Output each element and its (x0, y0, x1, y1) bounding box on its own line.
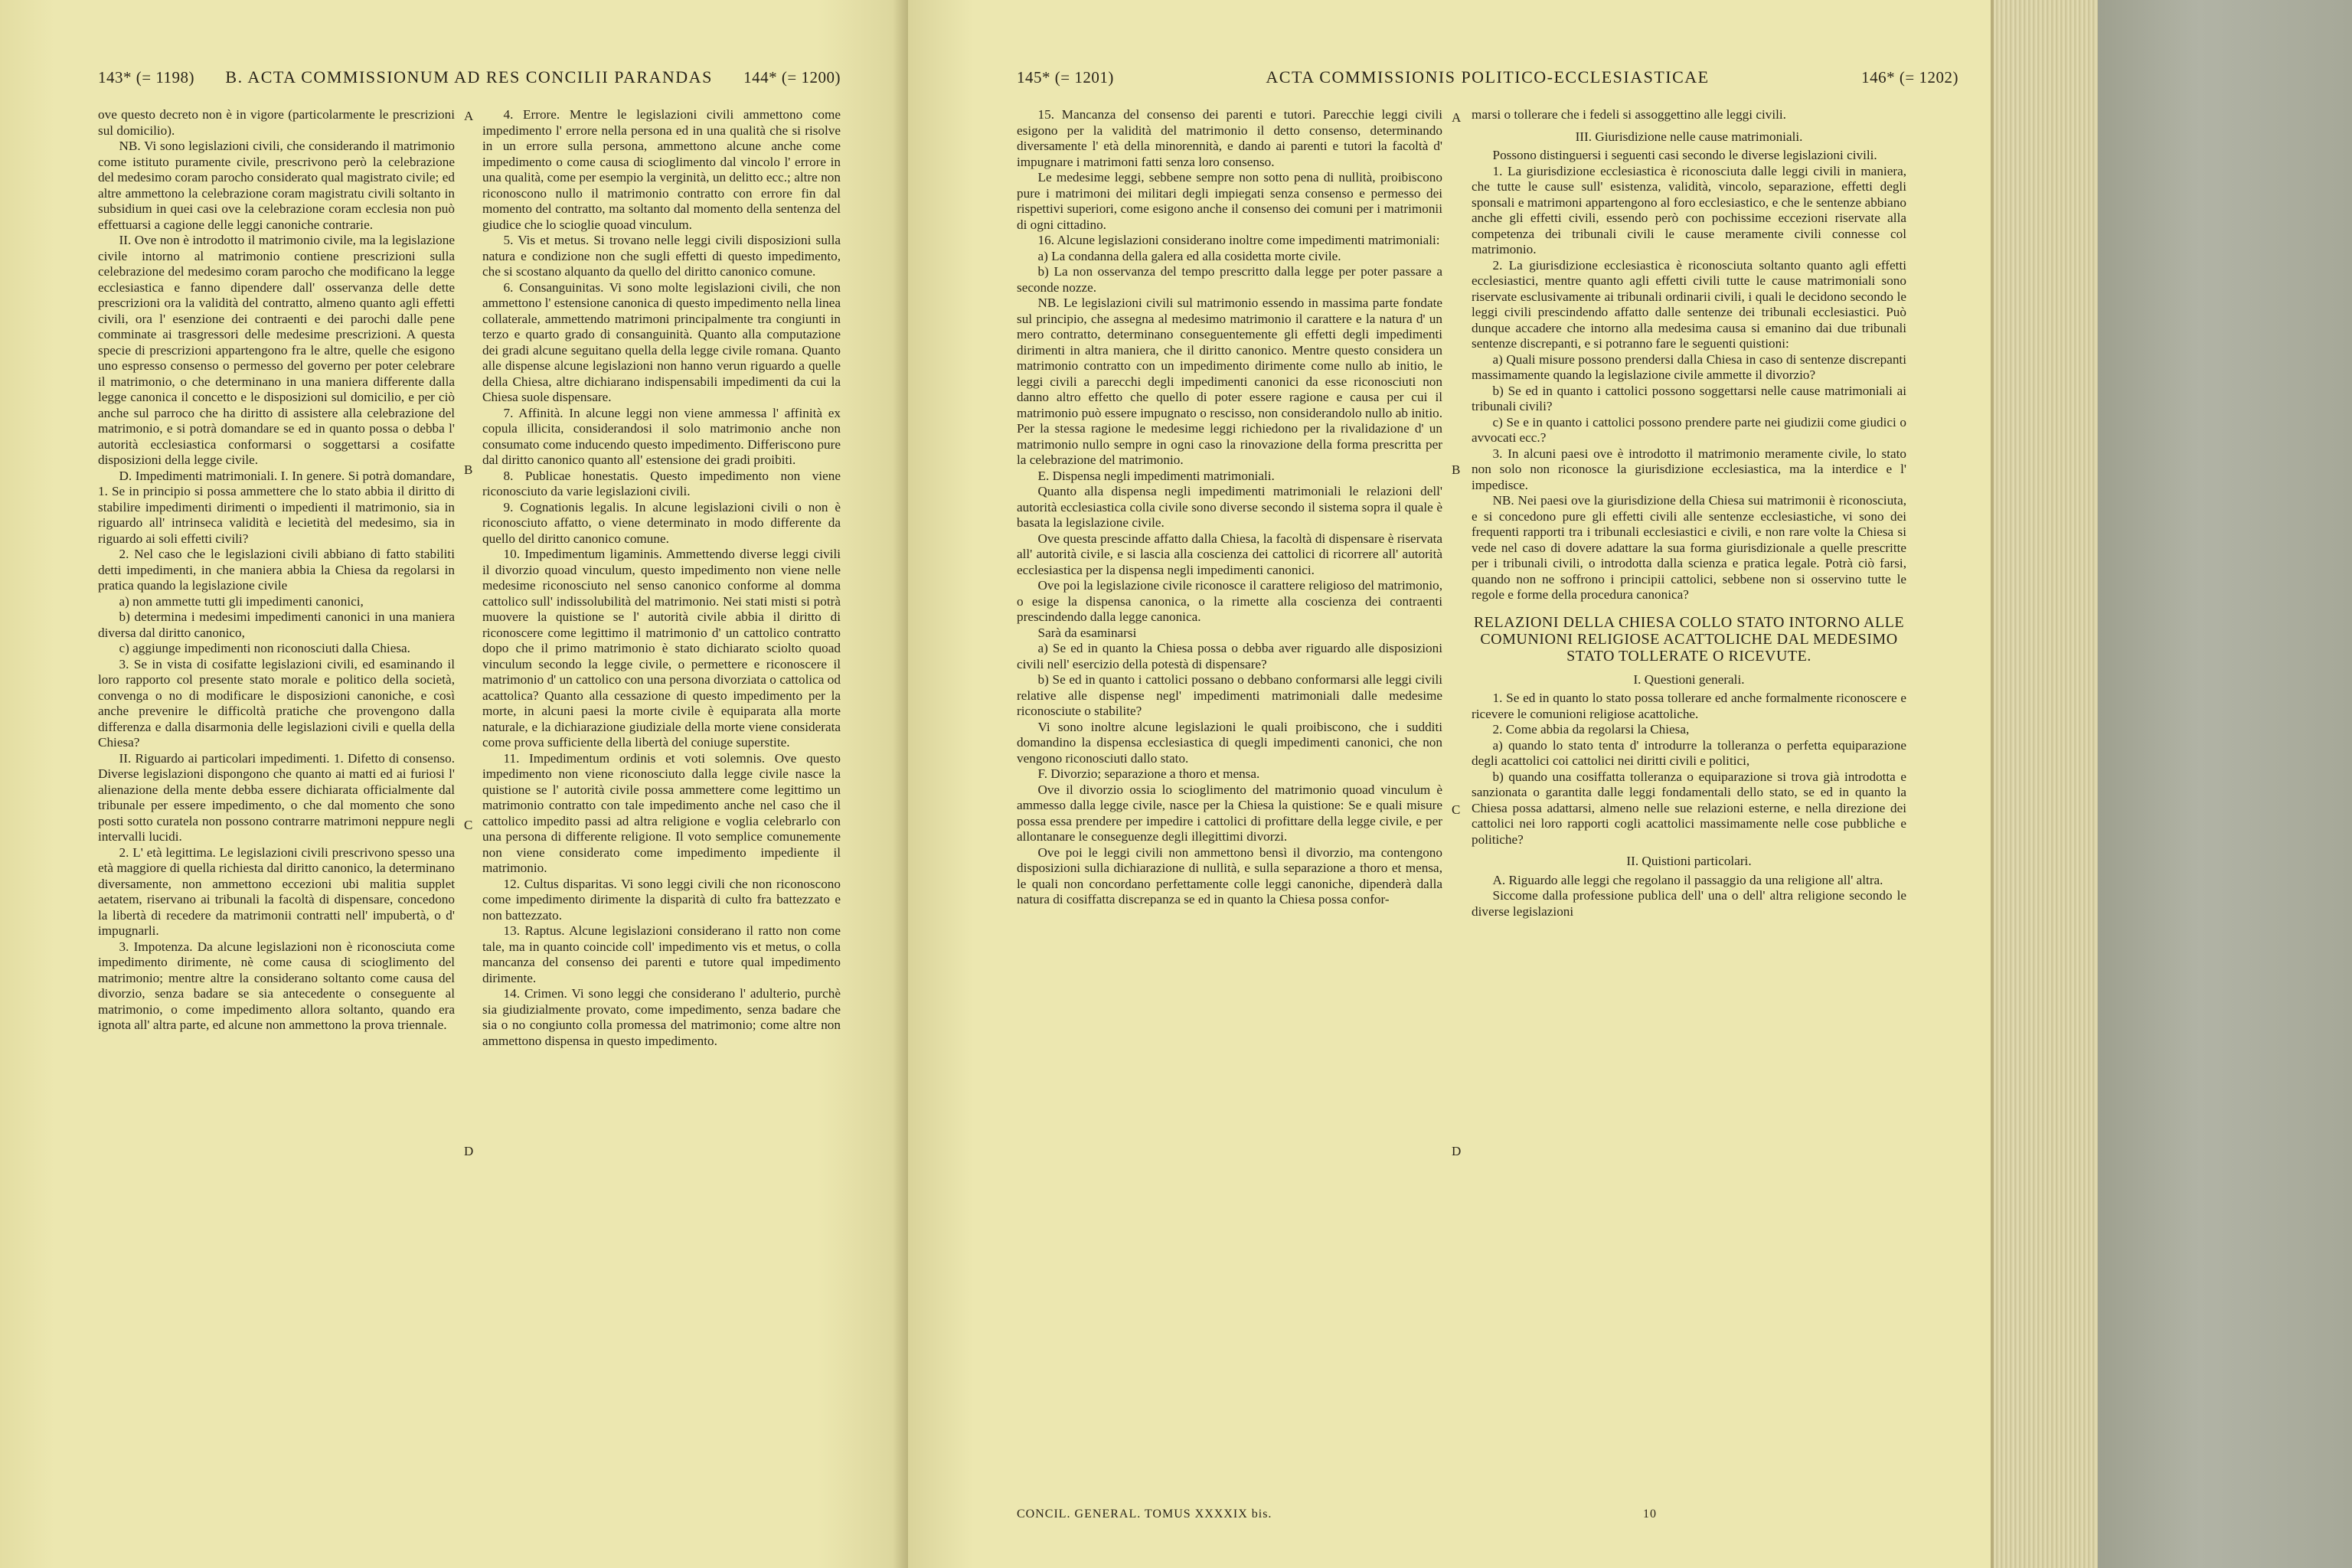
paragraph: b) Se ed in quanto i cattolici possano o debbano conformarsi alle leggi civili relative alle dispense negl' impedimenti matrimoniali dalle medesime riconosciute o stabilite? (1017, 672, 1442, 718)
paragraph: NB. Le legislazioni civili sul matrimonio essendo in massima parte fondate sul principio, che assegna al medesimo matrimonio il carattere e la natura d' un mero contratto, determinano conseguentemente gli effetti degli impedimenti dirimenti in altra maniera, che il diritto canonico. Mentre questo considera un matrimonio contratto con un impedimento dirimente come nullo ab initio, le leggi civili a parecchi degli impedimenti canonici da esse riconosciuti non danno altro effetto che quello di poter essere ragione e causa per cui il matrimonio può essere impugnato o rescisso, non considerandolo nullo ab initio. Per la stessa ragione le medesime leggi richiedono per la rivalidazione d' un matrimonio nullo sempre in ogni caso la rinovazione della forma prescritta per la celebrazione del matrimonio. (1017, 296, 1442, 467)
paragraph: a) La condanna della galera ed alla cosidetta morte civile. (1037, 248, 1341, 263)
margin-letter-b: B (464, 462, 473, 477)
paragraph: a) quando lo stato tenta d' introdurre la tolleranza o perfetta equiparazione degli acattolici coi cattolici nei diritti civili e politici, (1472, 737, 1906, 768)
paragraph: 6. Consanguinitas. Vi sono molte legislazioni civili, che non ammettono l' estensione canonica di questo impedimento nella linea collaterale, ammettendo matrimoni principalmente tra congiunti in terzo e quarto grado di consanguinità. Quanto alla computazione dei gradi alcune seguitano quella della legge civile romana. Quanto alle dispense alcune legislazioni non hanno verun riguardo a quelle della Chiesa, altre dichiarano indispensabili impedimenti da cui la Chiesa suole dispensare. (482, 279, 841, 404)
footer-signature: CONCIL. GENERAL. TOMUS XXXXIX bis. (1017, 1508, 1272, 1521)
left-column-2 (482, 107, 841, 1049)
margin-letter-a: A (1452, 110, 1462, 125)
paragraph: 1. Se ed in quanto lo stato possa tollerare ed anche formalmente riconoscere e ricevere le comunioni religiose acattoliche. (1472, 691, 1906, 721)
paragraph: Quanto alla dispensa negli impedimenti matrimoniali le relazioni dell' autorità ecclesiastica colla civile sono diverse secondo il sistema sopra il quale è basata la legislazione civile. (1017, 484, 1442, 530)
paragraph: c) Se e in quanto i cattolici possono prendere parte nei giudizii come giudici o avvocati ecc.? (1472, 414, 1906, 445)
left-header-page-number-left: 143* (= 1198) (98, 68, 195, 87)
right-header-page-number-left: 145* (= 1201) (1017, 68, 1114, 87)
paragraph: Ove il divorzio ossia lo scioglimento del matrimonio quoad vinculum è ammesso dalla legge civile, nasce per la Chiesa la quistione: Se e quali misure possa essa prendere per impedire i cattolici di profittare della legge civile, e per allontanare le conseguenze degli illegittimi divorzi. (1017, 782, 1442, 844)
paragraph: Possono distinguersi i seguenti casi secondo le diverse legislazioni civili. (1492, 148, 1877, 162)
paragraph: 3. Impotenza. Da alcune legislazioni non è riconosciuta come impedimento dirimente, nè come causa di scioglimento del matrimonio; mentre altre la considerano soltanto come causa del divorzio, senza badare se sia antecedente o conseguente al matrimonio, o come impedimento allora soltanto, quando era ignota all' altra parte, ed alcune non ammettono la prova triennale. (98, 939, 455, 1032)
footer-sheet-number: 10 (1643, 1508, 1657, 1521)
left-column-1 (98, 107, 455, 1034)
paragraph: II. Riguardo ai particolari impedimenti. 1. Difetto di consenso. Diverse legislazioni dispongono che quanto ai matti ed ai furiosi l' alienazione della mente debba essere dichiarata officialmente dal tribunale per essere impedimento, o che dal momento che sono posti sotto curatela non possono contrarre matrimoni neppure negli intervalli lucidi. (98, 750, 455, 844)
paragraph: 2. Nel caso che le legislazioni civili abbiano di fatto stabiliti detti impedimenti, in che maniera abbia la Chiesa da regolarsi in pratica quando la legislazione civile (98, 547, 455, 593)
paragraph: 12. Cultus disparitas. Vi sono leggi civili che non riconoscono come impedimento dirimente la disparità di culto fra battezzato e non battezzato. (482, 876, 841, 923)
margin-letter-b: B (1452, 462, 1461, 477)
right-column-2 (1472, 107, 1906, 920)
left-running-header (98, 67, 841, 87)
left-header-title: B. ACTA COMMISSIONUM AD RES CONCILII PARANDAS (225, 67, 713, 87)
paragraph: Siccome dalla professione publica dell' una o dell' altra religione secondo le diverse legislazioni (1472, 888, 1906, 919)
paragraph: 1. La giurisdizione ecclesiastica è riconosciuta dalle leggi civili in maniera, che tutte le cause sull' esistenza, validità, vincolo, separazione, effetti degli sponsali e matrimoni appartengono al foro ecclesiastico, e che le sentenze abbiano anche gli effetti civili, essendo però con pochissime eccezioni riservate alla competenza dei tribunali civili le cause meramente civili connesse col matrimonio. (1472, 163, 1906, 256)
paragraph: 7. Affinità. In alcune leggi non viene ammessa l' affinità ex copula illicita, considerandosi il solo matrimonio anche non consumato come inducendo questo impedimento. Differiscono pure dal diritto canonico quanto all' estensione dei gradi proibiti. (482, 405, 841, 467)
right-header-title: ACTA COMMISSIONIS POLITICO-ECCLESIASTICAE (1266, 67, 1710, 87)
paragraph: 16. Alcune legislazioni considerano inoltre come impedimenti matrimoniali: (1037, 233, 1440, 247)
paragraph: 2. Come abbia da regolarsi la Chiesa, (1492, 722, 1690, 737)
paragraph: Ove questa prescinde affatto dalla Chiesa, la facoltà di dispensare è riservata all' autorità civile, e si lascia alla coscienza dei cattolici di ricorrere all' autorità ecclesiastica per la dispensa negli impedimenti canonici. (1017, 531, 1442, 577)
paragraph: NB. Nei paesi ove la giurisdizione della Chiesa sui matrimonii è riconosciuta, e si concedono pure gli effetti civili alle sentenze ecclesiastiche, vi sono dei frequenti rapporti tra i tribunali ecclesiastici e civili, e non rare volte la Chiesa si vede nel caso di dovere adattare la sua forma giurisdizionale a quelle prescritte per i tribunali civili, o introdotta dalla scienza e pratica legale. Potrà ciò farsi, quando non ne soffrono i principii cattolici, sebbene non si osservino tutte le regole e forme della procedura canonica? (1472, 493, 1906, 602)
right-page (908, 0, 1994, 1568)
paragraph: 3. In alcuni paesi ove è introdotto il matrimonio meramente civile, lo stato non solo non riconosce la giurisdizione ecclesiastica, ma la interdice e l' impedisce. (1472, 446, 1906, 492)
paragraph: ove questo decreto non è in vigore (particolarmente le prescrizioni sul domicilio). (98, 107, 455, 138)
paragraph: 9. Cognationis legalis. In alcune legislazioni civili o non è riconosciuto affatto, o viene determinato in modo differente da quello del diritto canonico comune. (482, 499, 841, 546)
paragraph: II. Quistioni particolari. (1626, 854, 1752, 868)
paragraph: b) Se ed in quanto i cattolici possono soggettarsi nelle cause matrimoniali ai tribunali civili? (1472, 383, 1906, 413)
paragraph: a) Quali misure possono prendersi dalla Chiesa in caso di sentenze discrepanti massimamente quando la legislazione civile ammette il divorzio? (1472, 351, 1906, 382)
paragraph: 3. Se in vista di cosifatte legislazioni civili, ed esaminando il loro rapporto col presente stato morale e politico della società, convenga o no di modificare le disposizioni canoniche, e così anche prevenire le difficoltà pratiche che provengono dalla differenza e dalla disarmonia delle legislazioni civili e quella della Chiesa? (98, 656, 455, 750)
right-running-header (1017, 67, 1958, 87)
paragraph: a) Se ed in quanto la Chiesa possa o debba aver riguardo alle disposizioni civili nell' esercizio della potestà di dispensare? (1017, 641, 1442, 671)
paragraph: 13. Raptus. Alcune legislazioni considerano il ratto non come tale, ma in quanto coincide coll' impedimento vis et metus, o colla mancanza del consenso dei parenti e tutore qual impedimento dirimente. (482, 923, 841, 985)
paragraph: II. Ove non è introdotto il matrimonio civile, ma la legislazione civile intorno al matrimonio contiene prescrizioni sulla celebrazione del medesimo coram parocho che modificano la legge ecclesiastica e fanno dipendere dall' osservanza delle dette prescrizioni ora la validità del contratto, almeno quanto agli effetti civili, ora l' esenzione dei contraenti e dei parochi dalle pene comminate ai trasgressori delle medesime prescrizioni. A questa specie di prescrizioni appartengono fra le altre, quelle che esigono uno espresso consenso o permesso del governo per poter celebrare il matrimonio, o che determinano in una maniera differente dalla legge canonica il concetto e le disposizioni sul domicilio, e per ciò anche sul parroco che ha diritto di assistere alla celebrazione del matrimonio, e si potrà domandare se ed in quanto possa o debba l' autorità ecclesiastica conformarsi o soggettarsi a cosifatte disposizioni della legge civile. (98, 233, 455, 467)
paragraph: c) aggiunge impedimenti non riconosciuti dalla Chiesa. (119, 641, 410, 655)
margin-letter-a: A (464, 109, 474, 123)
paragraph: E. Dispensa negli impedimenti matrimoniali. (1037, 468, 1275, 483)
paragraph: Le medesime leggi, sebbene sempre non sotto pena di nullità, proibiscono pure i matrimoni dei militari degli impiegati senza consenso e permesso dei rispettivi superiori, come esigono anche il consenso dei comuni per i matrimonii di ogni cittadino. (1017, 170, 1442, 232)
paragraph: 14. Crimen. Vi sono leggi che considerano l' adulterio, purchè sia giudizialmente provato, come impedimento, senza badare che sia o no congiunto colla promessa del matrimonio; come altre non ammettono dispensa in questo impedimento. (482, 986, 841, 1048)
paragraph: 10. Impedimentum ligaminis. Ammettendo diverse leggi civili il divorzio quoad vinculum, questo impedimento non viene nelle medesime riconosciuto nel senso canonico conforme al domma cattolico sull' indissolubilità del matrimonio. Nei stati misti si potrà muovere la quistione se l' autorità civile abbia il diritto di riconoscere come legittimo il matrimonio d' un cattolico contratto dopo che il primo matrimonio è stato dichiarato sciolto quoad vinculum secondo la legge civile, o permettere e riconoscere il matrimonio d' un cattolico con una persona divorziata o cattolica od acattolica? Quanto alla cessazione di questo impedimento per la morte, in alcuni paesi la morte civile è equiparata alla morte naturale, e la dichiarazione giudiziale della morte viene considerata come prova sufficiente della libertà del coniuge superstite. (482, 547, 841, 750)
paragraph: b) quando una cosiffatta tolleranza o equiparazione si trova già introdotta e sanzionata o garantita dalle leggi fondamentali dello stato, se ed in quanto la Chiesa possa adattarsi, almeno nelle sue relazioni esterne, e nella direzione dei cattolici nei loro rapporti cogli acattolici massimamente nelle cose pubbliche e politiche? (1472, 769, 1906, 847)
paragraph: D. Impedimenti matrimoniali. I. In genere. Si potrà domandare, 1. Se in principio si possa ammettere che lo stato abbia il diritto di stabilire impedimenti dirimenti o impedienti il matrimonio, sia in riguardo all' intrinseca validità e lecietità del medesimo, sia in riguardo ai soli effetti civili? (98, 468, 455, 546)
page-stack-edges (1994, 0, 2098, 1568)
left-page (0, 0, 908, 1568)
margin-letter-d: D (1452, 1144, 1462, 1158)
paragraph: 2. L' età legittima. Le legislazioni civili prescrivono spesso una età maggiore di quella richiesta dal diritto canonico, la determinano diversamente, non ammettono eccezioni ubi malitia supplet aetatem, riservano ai tribunali la facoltà di dispensare, concedono la libertà di recedere da matrimonii contratti nell' impubertà, o d' impugnarli. (98, 844, 455, 938)
paragraph: b) determina i medesimi impedimenti canonici in una maniera diversa dal diritto canonico, (98, 609, 455, 640)
paragraph: Vi sono inoltre alcune legislazioni le quali proibiscono, che i sudditi domandino la dispensa ecclesiastica di quegli impedimenti canonici, che non vengono riconosciuti dallo stato. (1017, 719, 1442, 766)
paragraph: A. Riguardo alle leggi che regolano il passaggio da una religione all' altra. (1492, 872, 1883, 887)
paragraph: I. Questioni generali. (1633, 671, 1745, 687)
paragraph: RELAZIONI DELLA CHIESA COLLO STATO INTORNO ALLE COMUNIONI RELIGIOSE ACATTOLICHE DAL MEDESIMO STATO TOLLERATE O RICEVUTE. (1473, 613, 1905, 665)
paragraph: 11. Impedimentum ordinis et voti solemnis. Ove questo impedimento non viene riconosciuto dalla legge civile nasce la quistione se l' autorità civile possa ammettere come legittimo un matrimonio contratto con tale impedimento anche nel caso che il cattolico impedito passi ad altra religione e voglia celebrarlo con una persona di differente religione. Il voto semplice comunemente non viene considerato come impedimento impediente il matrimonio. (482, 750, 841, 875)
paragraph: marsi o tollerare che i fedeli si assoggettino alle leggi civili. (1472, 107, 1786, 122)
paragraph: a) non ammette tutti gli impedimenti canonici, (119, 593, 364, 609)
paragraph: F. Divorzio; separazione a thoro et mensa. (1037, 766, 1260, 781)
margin-letter-d: D (464, 1144, 474, 1158)
paragraph: 8. Publicae honestatis. Questo impedimento non viene riconosciuto da varie legislazioni civili. (482, 468, 841, 498)
paragraph: 5. Vis et metus. Si trovano nelle leggi civili disposizioni sulla natura e condizione non che sugli effetti di questo impedimento, che si scostano alquanto da quello del diritto canonico comune. (482, 233, 841, 279)
paragraph: b) La non osservanza del tempo prescritto dalla legge per poter passare a seconde nozze. (1017, 264, 1442, 295)
paragraph: 15. Mancanza del consenso dei parenti e tutori. Parecchie leggi civili esigono per la validità del matrimonio il detto consenso, determinando diversamente l' età della minorennità, e dando ai parenti e tutori la facoltà d' impugnare i matrimoni fatti senza loro consenso. (1017, 107, 1442, 169)
paragraph: Sarà da esaminarsi (1037, 625, 1137, 640)
paragraph: 2. La giurisdizione ecclesiastica è riconosciuta soltanto quanto agli effetti ecclesiastici, mentre quanto agli effetti civili tutte le cause matrimoniali sono riservate esclusivamente ai tribunali ordinarii civili, i quali le decidono secondo le leggi civili prescindendo affatto dalle sentenze dei tribunali ecclesiastici. Può dunque accadere che intorno alla medesima causa si emanino dai due tribunali sentenze discrepanti, e si potranno fare le seguenti quistioni: (1472, 257, 1906, 351)
right-column-1 (1017, 107, 1442, 908)
margin-letter-c: C (1452, 802, 1461, 817)
paragraph: Ove poi le leggi civili non ammettono bensì il divorzio, ma contengono disposizioni sulla dichiarazione di nullità, e sulla separazione a thoro et mensa, le quali non concordano perfettamente colle leggi canoniche, dipenderà dalla natura di cosiffatta discrepanza se ed in quanto la Chiesa possa confor- (1017, 844, 1442, 906)
margin-letter-c: C (464, 818, 473, 832)
paragraph: III. Giurisdizione nelle cause matrimoniali. (1575, 129, 1803, 144)
background-surface (2098, 0, 2352, 1568)
paragraph: 4. Errore. Mentre le legislazioni civili ammettono come impedimento l' errore nella persona ed in una qualità che si risolve in un errore sulla persona, ammettono alcune anche come impedimento o come causa di scioglimento dal vincolo l' errore in una qualità, come per esempio la verginità, un delitto ecc.; altre non riconoscono nullo il matrimonio contratto con errore fin dal momento del contratto, ma soltanto dal momento della sentenza del giudice che lo scioglie quoad vinculum. (482, 107, 841, 232)
paragraph: NB. Vi sono legislazioni civili, che considerando il matrimonio come istituto puramente civile, prescrivono però la celebrazione del medesimo coram parocho considerato qual magistrato civile; ed altre ammettono la celebrazione coram magistratu civili soltanto in subsidium in quei casi ove la celebrazione coram ecclesia non può effettuarsi a cagione delle leggi canoniche contrarie. (98, 139, 455, 232)
paragraph: Ove poi la legislazione civile riconosce il carattere religioso del matrimonio, o esige la dispensa canonica, o la rimette alla coscienza dei contraenti prescindendo dalla legge canonica. (1017, 578, 1442, 624)
right-header-page-number-right: 146* (= 1202) (1861, 68, 1958, 87)
left-header-page-number-right: 144* (= 1200) (743, 68, 841, 87)
